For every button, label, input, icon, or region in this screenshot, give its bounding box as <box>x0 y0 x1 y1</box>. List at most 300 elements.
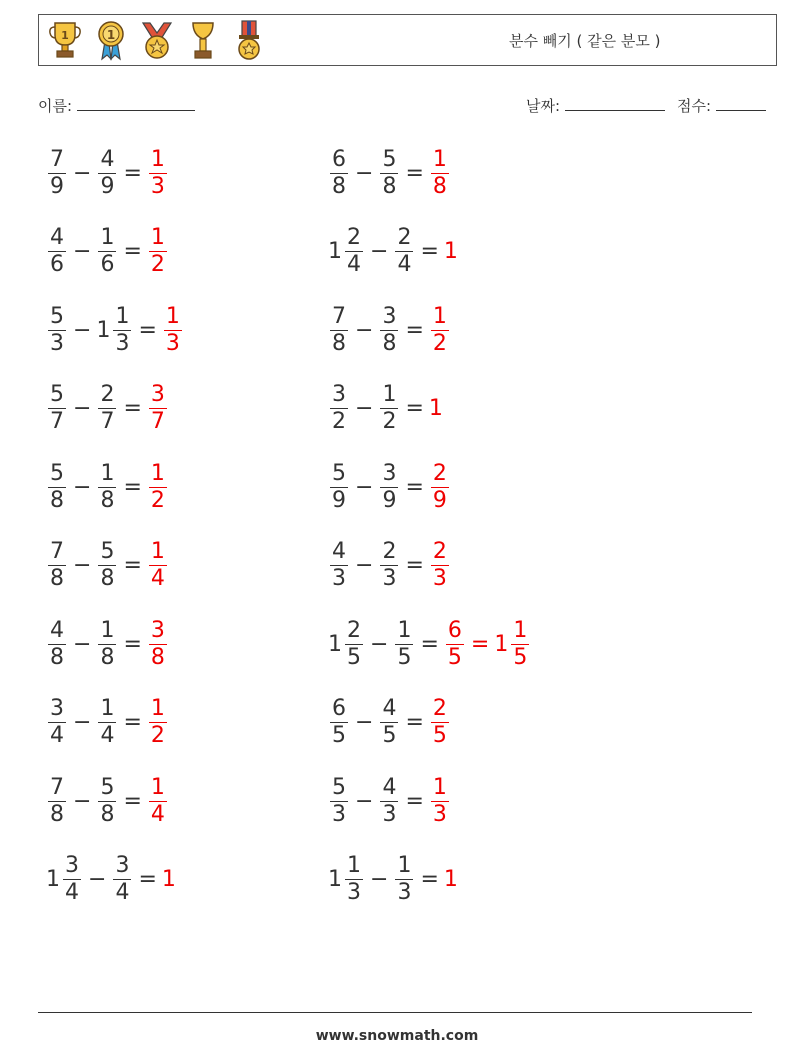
mixed-number <box>147 539 169 592</box>
numerator: 2 <box>100 382 115 407</box>
minus-sign: − <box>355 474 374 500</box>
mixed-number <box>429 775 451 828</box>
equals-sign: = <box>470 631 490 657</box>
name-blank[interactable] <box>77 96 195 111</box>
numerator: 1 <box>432 303 447 329</box>
mixed-number <box>46 147 68 200</box>
denominator: 8 <box>50 487 64 513</box>
numerator: 7 <box>50 146 64 172</box>
trophy-icon <box>47 19 83 61</box>
fraction <box>446 618 464 671</box>
name-field[interactable] <box>38 95 195 116</box>
denominator: 8 <box>100 566 115 591</box>
numerator: 5 <box>100 539 115 564</box>
fraction <box>395 225 413 278</box>
mixed-number <box>46 853 83 906</box>
mixed-number <box>46 539 68 592</box>
whole-part: 1 <box>443 867 458 892</box>
numerator: 1 <box>513 617 528 643</box>
fraction <box>98 382 116 435</box>
fraction <box>98 147 116 200</box>
fraction <box>164 304 182 357</box>
fraction <box>149 147 167 200</box>
mixed-number <box>96 696 118 749</box>
fraction <box>330 461 348 514</box>
mixed-number <box>444 618 466 671</box>
mixed-number <box>96 147 118 200</box>
numerator: 1 <box>397 617 412 643</box>
mixed-number <box>96 775 118 828</box>
mixed-number <box>147 618 169 671</box>
equals-sign: = <box>405 317 424 343</box>
numerator: 1 <box>150 774 165 800</box>
mixed-number <box>111 853 133 906</box>
numerator: 1 <box>100 696 115 721</box>
mixed-number <box>328 775 350 828</box>
footer-divider <box>38 1012 752 1013</box>
score-blank[interactable] <box>716 96 766 111</box>
numerator: 1 <box>397 853 412 878</box>
numerator: 1 <box>432 146 447 172</box>
mixed-number <box>429 147 451 200</box>
minus-sign: − <box>73 239 92 264</box>
minus-sign: − <box>73 317 92 343</box>
minus-sign: − <box>355 160 374 186</box>
numerator: 3 <box>382 303 397 329</box>
mixed-number <box>96 304 133 357</box>
numerator: 1 <box>115 303 130 329</box>
minus-sign: − <box>355 710 374 735</box>
mixed-number <box>46 461 68 514</box>
equals-sign: = <box>138 867 157 892</box>
equals-sign: = <box>123 631 142 657</box>
fraction <box>431 304 449 357</box>
fraction <box>149 618 167 671</box>
numerator: 4 <box>382 696 397 721</box>
fraction <box>380 382 398 435</box>
fraction <box>98 539 116 592</box>
numerator: 3 <box>150 382 165 407</box>
fraction <box>380 461 398 514</box>
numerator: 5 <box>332 774 346 800</box>
mixed-number <box>378 461 400 514</box>
fraction <box>330 147 348 200</box>
denominator: 8 <box>382 173 397 199</box>
mixed-number <box>46 382 68 435</box>
fraction <box>380 539 398 592</box>
mixed-number <box>328 853 365 906</box>
whole-part: 1 <box>428 396 443 421</box>
equals-sign: = <box>123 160 142 186</box>
denominator: 8 <box>150 644 165 670</box>
numerator: 5 <box>50 382 64 407</box>
fraction <box>380 696 398 749</box>
mixed-number <box>378 304 400 357</box>
denominator: 7 <box>150 409 165 434</box>
worksheet-title: 분수 빼기 ( 같은 분모 ) <box>509 32 661 50</box>
mixed-number <box>46 696 68 749</box>
minus-sign: − <box>73 631 92 657</box>
problem-item <box>328 369 444 449</box>
numerator: 5 <box>100 774 115 800</box>
numerator: 2 <box>347 225 361 250</box>
whole-part: 1 <box>96 317 111 343</box>
denominator: 5 <box>397 644 412 670</box>
denominator: 4 <box>115 880 130 905</box>
equals-sign: = <box>420 631 439 657</box>
mixed-number <box>378 696 400 749</box>
fraction <box>330 696 348 749</box>
medal-ribbon-icon <box>93 19 129 61</box>
numerator: 1 <box>150 225 165 250</box>
numerator: 4 <box>382 774 397 800</box>
denominator: 3 <box>347 880 361 905</box>
fraction <box>98 696 116 749</box>
whole-part: 1 <box>161 867 176 892</box>
fraction <box>345 225 363 278</box>
denominator: 2 <box>332 409 346 434</box>
fraction <box>330 304 348 357</box>
denominator: 6 <box>50 252 64 277</box>
problem-item <box>328 212 459 292</box>
fraction <box>48 225 66 278</box>
problem-item <box>46 369 169 449</box>
equals-sign: = <box>405 553 424 578</box>
numerator: 6 <box>332 146 346 172</box>
equals-sign: = <box>123 710 142 735</box>
fraction <box>149 382 167 435</box>
denominator: 3 <box>332 801 346 827</box>
denominator: 5 <box>447 644 462 670</box>
fraction <box>48 304 66 357</box>
numerator: 3 <box>50 696 64 721</box>
whole-part: 1 <box>328 239 342 264</box>
fraction <box>395 853 413 906</box>
equals-sign: = <box>420 867 439 892</box>
denominator: 8 <box>50 566 64 591</box>
problem-item <box>328 840 459 920</box>
mixed-number <box>328 696 350 749</box>
mixed-number <box>147 147 169 200</box>
numerator: 5 <box>382 146 397 172</box>
fraction <box>395 618 413 671</box>
mixed-number <box>429 696 451 749</box>
minus-sign: − <box>73 710 92 735</box>
mixed-number <box>46 225 68 278</box>
mixed-number <box>429 396 444 421</box>
numerator: 1 <box>165 303 180 329</box>
minus-sign: − <box>73 553 92 578</box>
numerator: 1 <box>150 539 165 564</box>
mixed-number <box>147 225 169 278</box>
numerator: 2 <box>432 539 447 564</box>
minus-sign: − <box>370 867 389 892</box>
problem-item <box>46 761 169 841</box>
equals-sign: = <box>405 396 424 421</box>
equals-sign: = <box>123 396 142 421</box>
fraction <box>149 225 167 278</box>
denominator: 4 <box>100 723 115 748</box>
score-label: 점수: <box>677 97 712 115</box>
numerator: 1 <box>150 460 165 486</box>
mixed-number <box>96 225 118 278</box>
denominator: 2 <box>150 723 165 748</box>
mixed-number <box>328 618 365 671</box>
numerator: 2 <box>432 696 447 721</box>
minus-sign: − <box>355 788 374 814</box>
denominator: 8 <box>50 801 64 827</box>
whole-part: 1 <box>443 239 458 264</box>
equals-sign: = <box>420 239 439 264</box>
svg-text:1: 1 <box>61 29 69 42</box>
denominator: 8 <box>382 330 397 356</box>
whole-part: 1 <box>328 867 342 892</box>
mixed-number <box>429 539 451 592</box>
fraction <box>98 461 116 514</box>
denominator: 5 <box>382 723 397 748</box>
fraction <box>48 461 66 514</box>
fraction <box>98 225 116 278</box>
numerator: 3 <box>150 617 165 643</box>
fraction <box>98 618 116 671</box>
denominator: 4 <box>65 880 79 905</box>
denominator: 9 <box>432 487 447 513</box>
numerator: 2 <box>397 225 412 250</box>
denominator: 4 <box>150 566 165 591</box>
denominator: 8 <box>332 330 346 356</box>
numerator: 4 <box>50 225 64 250</box>
mixed-number <box>328 304 350 357</box>
denominator: 3 <box>432 566 447 591</box>
mixed-number <box>162 304 184 357</box>
fraction <box>48 775 66 828</box>
mixed-number <box>328 461 350 514</box>
numerator: 7 <box>50 539 64 564</box>
problem-item <box>328 761 451 841</box>
fraction <box>431 147 449 200</box>
equals-sign: = <box>123 239 142 264</box>
fraction <box>113 853 131 906</box>
problem-item <box>46 290 184 370</box>
denominator: 9 <box>100 173 115 199</box>
medal-star-icon <box>139 19 175 61</box>
mixed-number <box>96 382 118 435</box>
numerator: 1 <box>382 382 397 407</box>
fraction <box>330 775 348 828</box>
denominator: 5 <box>432 723 447 748</box>
numerator: 2 <box>347 617 361 643</box>
mixed-number <box>147 696 169 749</box>
fraction <box>431 775 449 828</box>
numerator: 1 <box>150 696 165 721</box>
award-icons <box>47 19 267 61</box>
equals-sign: = <box>405 160 424 186</box>
fraction <box>98 775 116 828</box>
minus-sign: − <box>73 160 92 186</box>
problem-item <box>46 526 169 606</box>
minus-sign: − <box>355 317 374 343</box>
denominator: 3 <box>332 566 346 591</box>
numerator: 5 <box>332 460 346 486</box>
denominator: 9 <box>382 487 397 513</box>
mixed-number <box>96 461 118 514</box>
mixed-number <box>147 461 169 514</box>
equals-sign: = <box>405 710 424 735</box>
denominator: 3 <box>165 330 180 356</box>
mixed-number <box>378 539 400 592</box>
fraction <box>149 461 167 514</box>
mixed-number <box>328 225 365 278</box>
problem-item <box>328 604 531 684</box>
numerator: 1 <box>100 617 115 643</box>
mixed-number <box>96 618 118 671</box>
mixed-number <box>328 539 350 592</box>
equals-sign: = <box>123 474 142 500</box>
minus-sign: − <box>355 553 374 578</box>
denominator: 5 <box>513 644 528 670</box>
fraction <box>149 696 167 749</box>
mixed-number <box>494 618 531 671</box>
fraction <box>380 775 398 828</box>
denominator: 2 <box>150 487 165 513</box>
fraction <box>380 147 398 200</box>
denominator: 3 <box>50 330 64 356</box>
mixed-number <box>393 853 415 906</box>
numerator: 4 <box>332 539 346 564</box>
minus-sign: − <box>88 867 107 892</box>
mixed-number <box>328 382 350 435</box>
problem-item <box>46 840 177 920</box>
numerator: 2 <box>432 460 447 486</box>
medal-bar-icon <box>231 19 267 61</box>
numerator: 6 <box>447 617 462 643</box>
numerator: 5 <box>50 303 64 329</box>
denominator: 3 <box>397 880 412 905</box>
mixed-number <box>393 618 415 671</box>
fraction <box>431 696 449 749</box>
denominator: 3 <box>432 801 447 827</box>
mixed-number <box>328 147 350 200</box>
minus-sign: − <box>370 631 389 657</box>
denominator: 3 <box>115 330 130 356</box>
denominator: 8 <box>100 644 115 670</box>
numerator: 4 <box>100 146 115 172</box>
fraction <box>380 304 398 357</box>
numerator: 6 <box>332 696 346 721</box>
numerator: 1 <box>432 774 447 800</box>
fraction <box>330 382 348 435</box>
numerator: 2 <box>382 539 397 564</box>
problem-item <box>46 604 169 684</box>
denominator: 4 <box>150 801 165 827</box>
fraction <box>48 696 66 749</box>
numerator: 3 <box>382 460 397 486</box>
numerator: 1 <box>347 853 361 878</box>
fraction <box>345 618 363 671</box>
mixed-number <box>378 775 400 828</box>
denominator: 8 <box>50 644 64 670</box>
mixed-number <box>393 225 415 278</box>
denominator: 9 <box>50 173 64 199</box>
denominator: 7 <box>100 409 115 434</box>
denominator: 8 <box>100 487 115 513</box>
fraction <box>48 618 66 671</box>
mixed-number <box>46 618 68 671</box>
numerator: 3 <box>115 853 130 878</box>
equals-sign: = <box>405 474 424 500</box>
numerator: 1 <box>100 460 115 486</box>
fraction <box>63 853 81 906</box>
numerator: 3 <box>65 853 79 878</box>
denominator: 8 <box>332 173 346 199</box>
numerator: 5 <box>50 460 64 486</box>
denominator: 4 <box>397 252 412 277</box>
score-field[interactable] <box>677 95 766 116</box>
numerator: 1 <box>150 146 165 172</box>
problem-item <box>328 290 451 370</box>
denominator: 8 <box>432 173 447 199</box>
mixed-number <box>429 461 451 514</box>
denominator: 5 <box>332 723 346 748</box>
mixed-number <box>444 239 459 264</box>
equals-sign: = <box>405 788 424 814</box>
numerator: 7 <box>50 774 64 800</box>
denominator: 4 <box>50 723 64 748</box>
denominator: 3 <box>382 566 397 591</box>
mixed-number <box>147 775 169 828</box>
minus-sign: − <box>73 474 92 500</box>
minus-sign: − <box>73 788 92 814</box>
mixed-number <box>378 382 400 435</box>
date-field[interactable] <box>526 95 665 116</box>
denominator: 2 <box>150 252 165 277</box>
trophy-cup-icon <box>185 19 221 61</box>
equals-sign: = <box>123 788 142 814</box>
numerator: 7 <box>332 303 346 329</box>
problem-item <box>46 447 169 527</box>
equals-sign: = <box>123 553 142 578</box>
problem-item <box>328 683 451 763</box>
problem-item <box>46 212 169 292</box>
denominator: 3 <box>150 173 165 199</box>
minus-sign: − <box>355 396 374 421</box>
footer-url: www.snowmath.com <box>315 1028 479 1044</box>
mixed-number <box>378 147 400 200</box>
denominator: 8 <box>100 801 115 827</box>
date-blank[interactable] <box>565 96 665 111</box>
whole-part: 1 <box>494 631 509 657</box>
fraction <box>149 775 167 828</box>
fraction <box>431 461 449 514</box>
numerator: 4 <box>50 617 64 643</box>
minus-sign: − <box>370 239 389 264</box>
mixed-number <box>147 382 169 435</box>
denominator: 4 <box>347 252 361 277</box>
fraction <box>48 147 66 200</box>
equals-sign: = <box>138 317 157 343</box>
mixed-number <box>444 867 459 892</box>
date-label: 날짜: <box>526 97 561 115</box>
numerator: 3 <box>332 382 346 407</box>
fraction <box>431 539 449 592</box>
fraction <box>48 539 66 592</box>
mixed-number <box>429 304 451 357</box>
problem-item <box>328 447 451 527</box>
denominator: 3 <box>382 801 397 827</box>
fraction <box>48 382 66 435</box>
denominator: 6 <box>100 252 115 277</box>
worksheet-header <box>38 14 777 66</box>
